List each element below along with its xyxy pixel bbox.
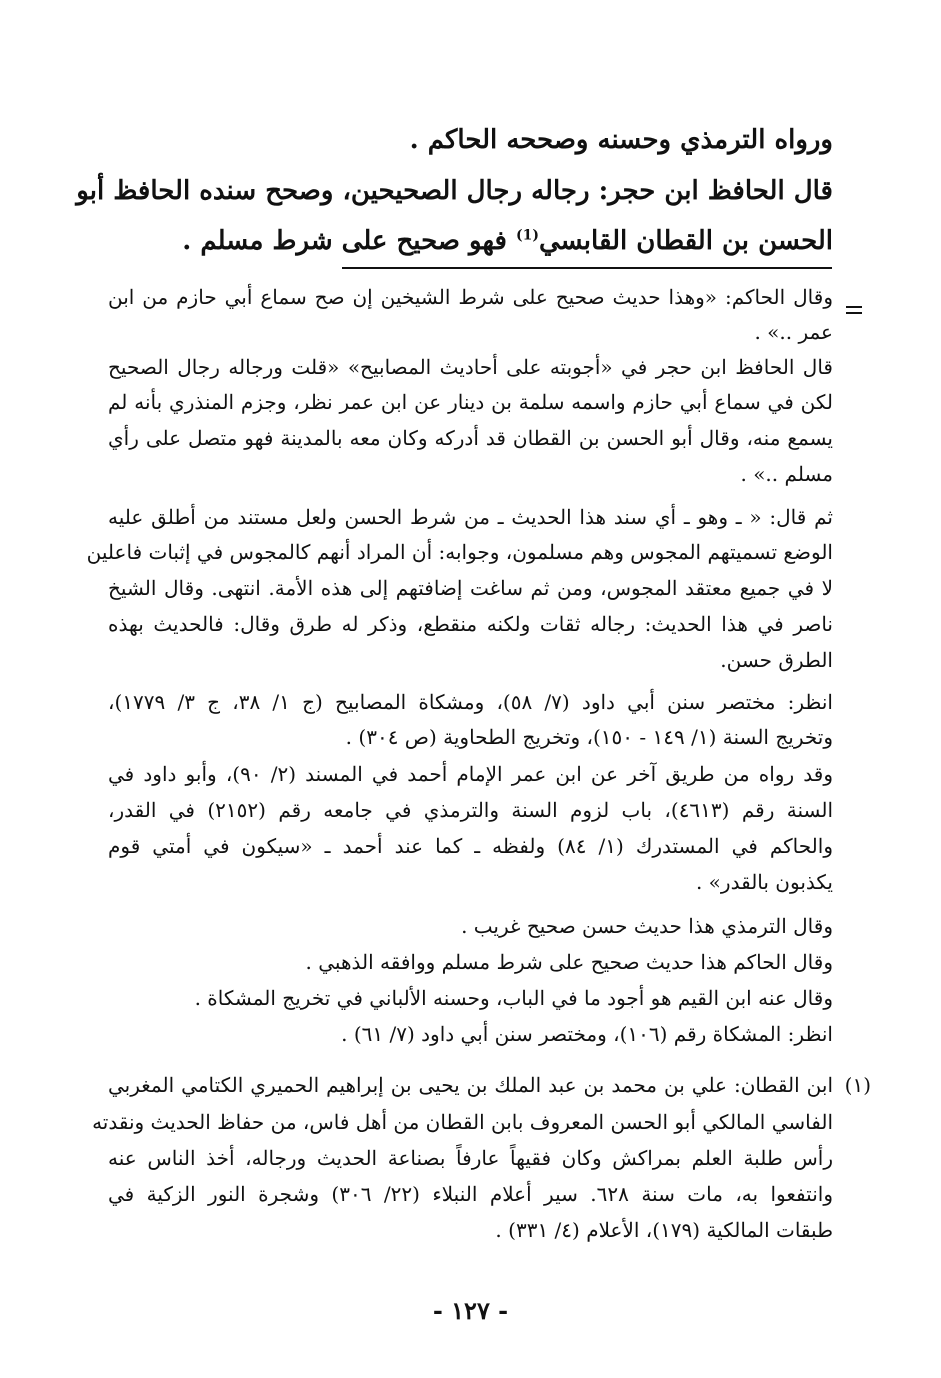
note-line: عمر ..» . bbox=[754, 320, 833, 344]
note-line: السنة رقم (٤٦١٣)، باب لزوم السنة والترمذي في جامعه رقم (٢١٥٢) في القدر، bbox=[108, 798, 833, 822]
footnote-line: رأس طلبة العلم بمراكش وكان فقيهاً عارفاً بصناعة الحديث ورجاله، أخذ الناس عنه bbox=[108, 1146, 833, 1170]
note-line: يسمع منه، وقال أبو الحسن بن القطان قد أدركه وكان معه بالمدينة فهو متصل على رأي bbox=[108, 426, 833, 450]
footnote-line: ابن القطان: علي بن محمد بن عبد الملك بن يحيى بن إبراهيم الحميري الكتامي المغربي bbox=[108, 1073, 833, 1097]
margin-mark bbox=[846, 306, 862, 308]
note-line: الطرق حسن. bbox=[720, 648, 833, 672]
note-line: لا في جميع معتقد المجوس، ومن ثم ساغت إضافتهم إلى هذه الأمة. انتهى. وقال الشيخ bbox=[108, 576, 833, 600]
note-line: ثم قال: « ـ وهو ـ أي سند هذا الحديث ـ من شرط الحسن ولعل مستند من أطلق عليه bbox=[108, 505, 833, 529]
note-line: وقال عنه ابن القيم هو أجود ما في الباب، وحسنه الألباني في تخريج المشكاة . bbox=[194, 986, 833, 1010]
main-text-segment: الحسن بن القطان القابسي bbox=[538, 226, 833, 256]
main-text-segment: فهو صحيح على شرط مسلم . bbox=[182, 226, 516, 256]
note-line: يكذبون بالقدر» . bbox=[695, 870, 833, 894]
note-line: ناصر في هذا الحديث: رجاله ثقات ولكنه منقطع، وذكر له طرق وقال: فالحديث بهذه bbox=[108, 612, 834, 636]
footnote-number: (١) bbox=[844, 1073, 871, 1097]
main-text-line: قال الحافظ ابن حجر: رجاله رجال الصحيحين، وصحح سنده الحافظ أبو bbox=[76, 176, 833, 206]
main-text-line bbox=[182, 226, 833, 256]
note-line: وقال الترمذي هذا حديث حسن صحيح غريب . bbox=[461, 914, 833, 938]
main-text-line: ورواه الترمذي وحسنه وصححه الحاكم . bbox=[409, 125, 833, 155]
footnote-line: وانتفعوا به، مات سنة ٦٢٨. سير أعلام النبلاء (٢٢/ ٣٠٦) وشجرة النور الزكية في bbox=[108, 1182, 833, 1206]
page-number: - ١٢٧ - bbox=[432, 1296, 509, 1325]
footnote-reference: (1) bbox=[515, 227, 539, 244]
footnote-line: الفاسي المالكي أبو الحسن المعروف بابن القطان من أهل فاس، من حفاظ الحديث ونقدته bbox=[92, 1110, 833, 1134]
note-line: قال الحافظ ابن حجر في «أجوبته على أحاديث المصابيح» «قلت ورجاله رجال الصحيح bbox=[108, 355, 833, 379]
note-line: لكن في سماع أبي حازم واسمه سلمة بن دينار عن ابن عمر نظر، وجزم المنذري بأنه لم bbox=[108, 390, 833, 414]
note-line: والحاكم في المستدرك (١/ ٨٤) ولفظه ـ كما عند أحمد ـ «سيكون في أمتي قوم bbox=[108, 834, 833, 858]
note-line: وتخريج السنة (١/ ١٤٩ - ١٥٠)، وتخريج الطحاوية (ص ٣٠٤) . bbox=[345, 725, 833, 749]
note-line: مسلم ..» . bbox=[740, 462, 833, 486]
note-line: انظر: المشكاة رقم (١٠٦)، ومختصر سنن أبي داود (٧/ ٦١) . bbox=[341, 1022, 833, 1046]
note-line: الوضع تسميتهم المجوس وهم مسلمون، وجوابه: أن المراد أنهم كالمجوس في إثبات فاعلين bbox=[86, 540, 833, 564]
text-separator-rule bbox=[342, 267, 832, 269]
note-line: وقال الحاكم: «وهذا حديث صحيح على شرط الشيخين إن صح سماع أبي حازم من ابن bbox=[108, 285, 833, 309]
note-line: انظر: مختصر سنن أبي داود (٧/ ٥٨)، ومشكاة المصابيح (ج ١/ ٣٨، ج ٣/ ١٧٧٩)، bbox=[108, 690, 833, 714]
note-line: وقد رواه من طريق آخر عن ابن عمر الإمام أحمد في المسند (٢/ ٩٠)، وأبو داود في bbox=[108, 762, 833, 786]
footnote-line: طبقات المالكية (١٧٩)، الأعلام (٤/ ٣٣١) . bbox=[495, 1218, 833, 1242]
note-line: وقال الحاكم هذا حديث صحيح على شرط مسلم ووافقه الذهبي . bbox=[305, 950, 833, 974]
margin-mark bbox=[846, 312, 862, 314]
